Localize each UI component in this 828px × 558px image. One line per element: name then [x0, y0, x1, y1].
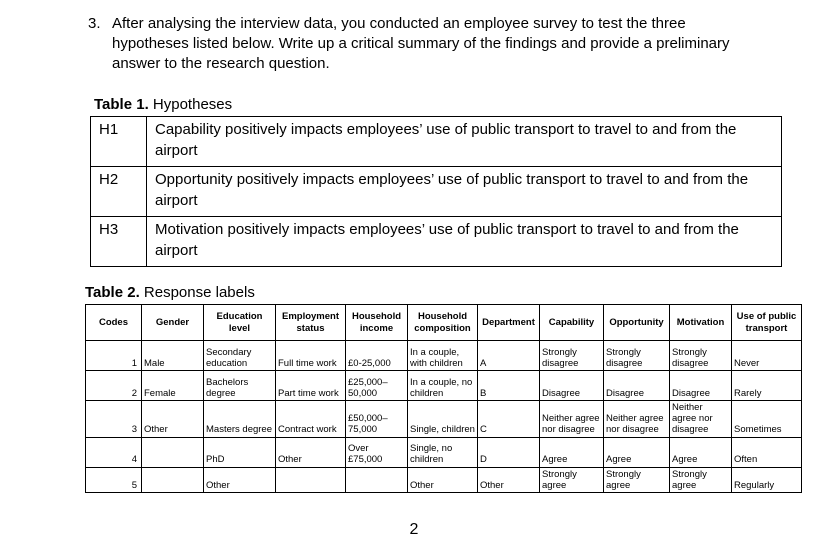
- table2-header-cell: Department: [478, 305, 540, 341]
- hypotheses-table-body: [91, 117, 782, 267]
- table2-cell: Other: [204, 467, 276, 492]
- table2-cell: D: [478, 437, 540, 467]
- table2-cell: In a couple, no children: [408, 371, 478, 401]
- table2-cell: Strongly disagree: [540, 341, 604, 371]
- table2-cell: Neither agree nor disagree: [540, 401, 604, 438]
- table2-cell: Full time work: [276, 341, 346, 371]
- hypothesis-text: Motivation positively impacts employees’ use of public transport to travel to and from the airport: [147, 217, 782, 267]
- table2-caption: [85, 284, 828, 301]
- table2-cell: 3: [86, 401, 142, 438]
- question-paragraph: [88, 14, 828, 74]
- table2-row: [86, 437, 802, 467]
- hypotheses-table: [90, 116, 782, 267]
- table2-header-cell: Use of public transport: [732, 305, 802, 341]
- table2-cell: Strongly agree: [540, 467, 604, 492]
- table2-cell: [142, 437, 204, 467]
- table2-cell: Strongly disagree: [604, 341, 670, 371]
- table1-caption-title: Hypotheses: [148, 96, 233, 113]
- table2-cell: 2: [86, 371, 142, 401]
- table2-header-cell: Household income: [346, 305, 408, 341]
- table2-caption-title: Response labels: [139, 284, 255, 301]
- hypothesis-code: H2: [91, 167, 147, 217]
- table2-cell: Contract work: [276, 401, 346, 438]
- hypothesis-row: [91, 117, 782, 167]
- table2-cell: £50,000–75,000: [346, 401, 408, 438]
- table2-cell: [276, 467, 346, 492]
- table2-row: [86, 467, 802, 492]
- table2-cell: Disagree: [540, 371, 604, 401]
- hypothesis-code: H1: [91, 117, 147, 167]
- hypothesis-code: H3: [91, 217, 147, 267]
- table2-cell: Strongly agree: [670, 467, 732, 492]
- hypothesis-text: Capability positively impacts employees’ use of public transport to travel to and from the airport: [147, 117, 782, 167]
- table2-header-cell: Capability: [540, 305, 604, 341]
- table2-cell: 5: [86, 467, 142, 492]
- table2-cell: Agree: [670, 437, 732, 467]
- table2-cell: Other: [478, 467, 540, 492]
- table2-cell: Sometimes: [732, 401, 802, 438]
- response-labels-table: [85, 304, 802, 493]
- table2-header-cell: Gender: [142, 305, 204, 341]
- table2-header-cell: Opportunity: [604, 305, 670, 341]
- hypothesis-text: Opportunity positively impacts employees’ use of public transport to travel to and from the airport: [147, 167, 782, 217]
- table2-cell: Single, no children: [408, 437, 478, 467]
- table2-cell: In a couple, with children: [408, 341, 478, 371]
- table2-cell: Strongly agree: [604, 467, 670, 492]
- table2-cell: [142, 467, 204, 492]
- table2-cell: Agree: [604, 437, 670, 467]
- table2-cell: Bachelors degree: [204, 371, 276, 401]
- question-number: 3.: [88, 15, 101, 32]
- hypothesis-row: [91, 167, 782, 217]
- table2-caption-label: Table 2.: [85, 284, 140, 301]
- table2-cell: 1: [86, 341, 142, 371]
- table2-row: [86, 371, 802, 401]
- table2-cell: Masters degree: [204, 401, 276, 438]
- table2-cell: 4: [86, 437, 142, 467]
- table2-cell: Neither agree nor disagree: [604, 401, 670, 438]
- table2-header-row: [86, 305, 802, 341]
- table2-cell: Other: [142, 401, 204, 438]
- table1-caption-label: Table 1.: [94, 96, 149, 113]
- table2-cell: Female: [142, 371, 204, 401]
- table2-header-cell: Motivation: [670, 305, 732, 341]
- table2-cell: C: [478, 401, 540, 438]
- table2-cell: Secondary education: [204, 341, 276, 371]
- table1-caption: [94, 96, 828, 113]
- table2-cell: Neither agree nor disagree: [670, 401, 732, 438]
- table2-row: [86, 401, 802, 438]
- hypothesis-row: [91, 217, 782, 267]
- table2-cell: Part time work: [276, 371, 346, 401]
- document-page: [0, 14, 828, 539]
- table2-cell: Disagree: [604, 371, 670, 401]
- table2-header-cell: Education level: [204, 305, 276, 341]
- table2-cell: Other: [276, 437, 346, 467]
- table2-cell: A: [478, 341, 540, 371]
- table2-cell: £0-25,000: [346, 341, 408, 371]
- table2-header-cell: Codes: [86, 305, 142, 341]
- table2-cell: Regularly: [732, 467, 802, 492]
- table2-cell: Male: [142, 341, 204, 371]
- table2-cell: £25,000–50,000: [346, 371, 408, 401]
- table2-cell: Single, children: [408, 401, 478, 438]
- table2-cell: Disagree: [670, 371, 732, 401]
- table2-row: [86, 341, 802, 371]
- table2-cell: Other: [408, 467, 478, 492]
- page-number: 2: [409, 521, 419, 539]
- table2-header-cell: Employment status: [276, 305, 346, 341]
- question-text: After analysing the interview data, you conducted an employee survey to test the three hypotheses listed below. Write up a critical summary of the findings and provide a preliminary answer to the research question.: [112, 15, 730, 72]
- table2-cell: Agree: [540, 437, 604, 467]
- table2-cell: Rarely: [732, 371, 802, 401]
- table2-cell: Strongly disagree: [670, 341, 732, 371]
- response-labels-table-head: [86, 305, 802, 341]
- table2-header-cell: Household composition: [408, 305, 478, 341]
- table2-cell: B: [478, 371, 540, 401]
- table2-body: [86, 341, 802, 493]
- table2-cell: PhD: [204, 437, 276, 467]
- table2-cell: Over £75,000: [346, 437, 408, 467]
- table2-cell: [346, 467, 408, 492]
- table2-cell: Never: [732, 341, 802, 371]
- table2-cell: Often: [732, 437, 802, 467]
